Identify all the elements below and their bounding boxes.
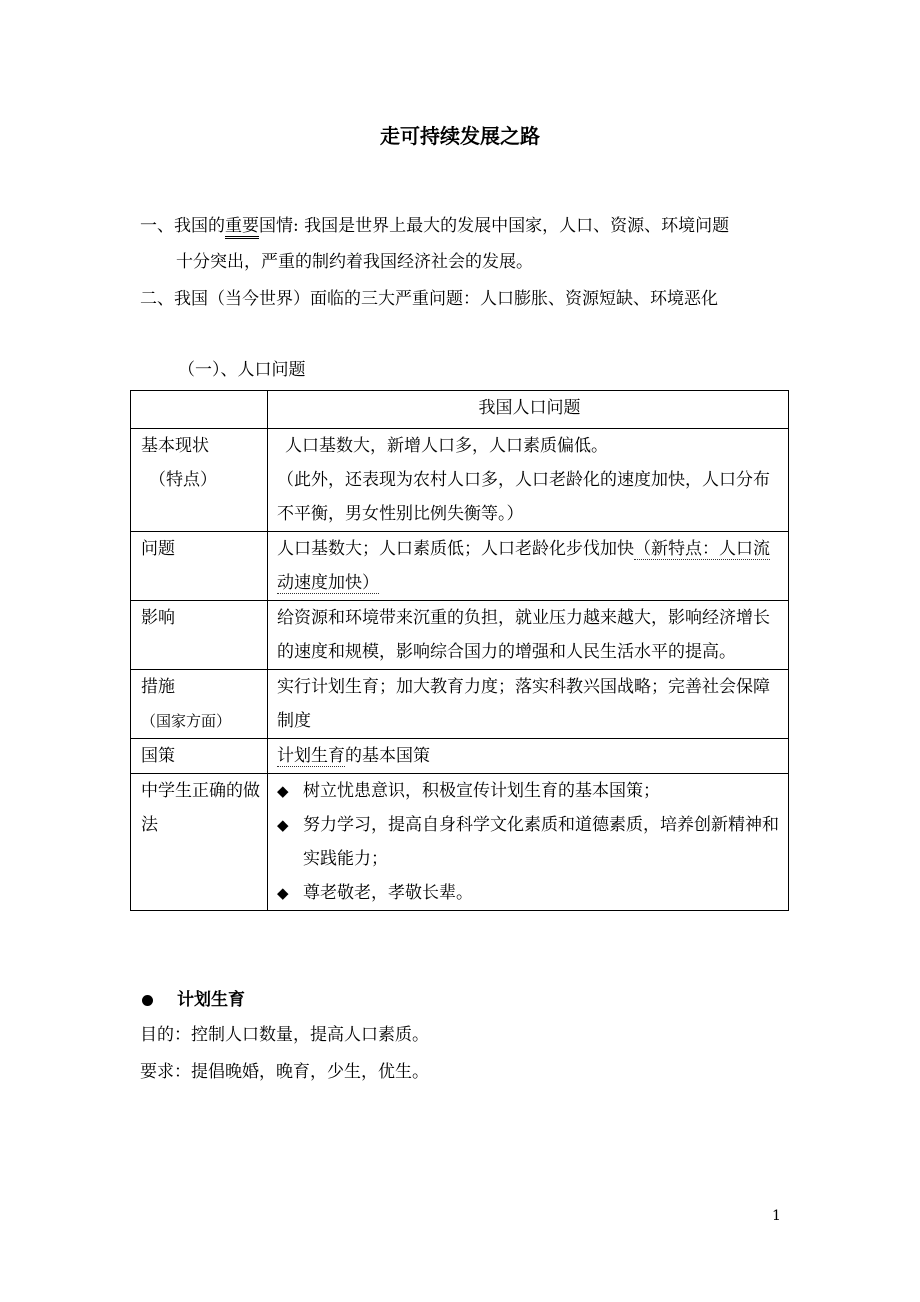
table-row [131, 774, 789, 911]
header-empty-cell [131, 391, 268, 429]
list-item: ◆ 努力学习，提高自身科学文化素质和道德素质，培养创新精神和实践能力； [277, 808, 782, 876]
family-planning-goal: 目的：控制人口数量，提高人口素质。 [140, 1025, 429, 1045]
row-label: 影响 [131, 601, 268, 670]
intro-item-1: 一、我国的重要国情: 我国是世界上最大的发展中国家，人口、资源、环境问题 [140, 214, 729, 238]
intro-item-2: 二、我国（当今世界）面临的三大严重问题：人口膨胀、资源短缺、环境恶化 [140, 289, 718, 309]
row-label: 问题 [131, 532, 268, 601]
row-content: 人口基数大，新增人口多，人口素质偏低。 （此外，还表现为农村人口多，人口老龄化的速度加快，人口分布不平衡，男女性别比例失衡等。） [268, 429, 789, 532]
diamond-bullet-icon: ◆ [277, 884, 289, 902]
bullet-dot-icon [142, 995, 153, 1006]
underlined-word: 重要 [225, 216, 259, 239]
diamond-bullet-icon: ◆ [277, 816, 289, 834]
family-planning-requirement: 要求：提倡晚婚，晚育，少生，优生。 [140, 1062, 429, 1082]
population-table [130, 390, 789, 911]
table-row [131, 532, 789, 601]
table-row [131, 739, 789, 774]
row-content: 计划生育的基本国策 [268, 739, 789, 774]
list-item: ◆ 尊老敬老，孝敬长辈。 [277, 876, 782, 910]
family-planning-heading: 计划生育 [140, 987, 245, 1013]
table-row [131, 429, 789, 532]
row-content: 实行计划生育；加大教育力度；落实科教兴国战略；完善社会保障制度 [268, 670, 789, 739]
table-row [131, 670, 789, 739]
row-label: 措施 （国家方面） [131, 670, 268, 739]
document-title: 走可持续发展之路 [380, 124, 540, 148]
diamond-bullet-icon: ◆ [277, 782, 289, 800]
intro-item-1-continued: 十分突出，严重的制约着我国经济社会的发展。 [176, 252, 533, 272]
section-heading: （一）、人口问题 [178, 360, 306, 380]
table-row [131, 601, 789, 670]
page-number: 1 [772, 1208, 781, 1224]
table-header-row [131, 391, 789, 429]
table-header: 我国人口问题 [268, 391, 789, 429]
row-content [268, 774, 789, 911]
row-label: 基本现状 （特点） [131, 429, 268, 532]
row-content: 人口基数大；人口素质低；人口老龄化步伐加快（新特点：人口流动速度加快） [268, 532, 789, 601]
row-label: 国策 [131, 739, 268, 774]
row-content: 给资源和环境带来沉重的负担，就业压力越来越大，影响经济增长的速度和规模，影响综合国力的增强和人民生活水平的提高。 [268, 601, 789, 670]
list-item: ◆ 树立忧患意识，积极宣传计划生育的基本国策； [277, 774, 782, 808]
row-label: 中学生正确的做法 [131, 774, 268, 911]
